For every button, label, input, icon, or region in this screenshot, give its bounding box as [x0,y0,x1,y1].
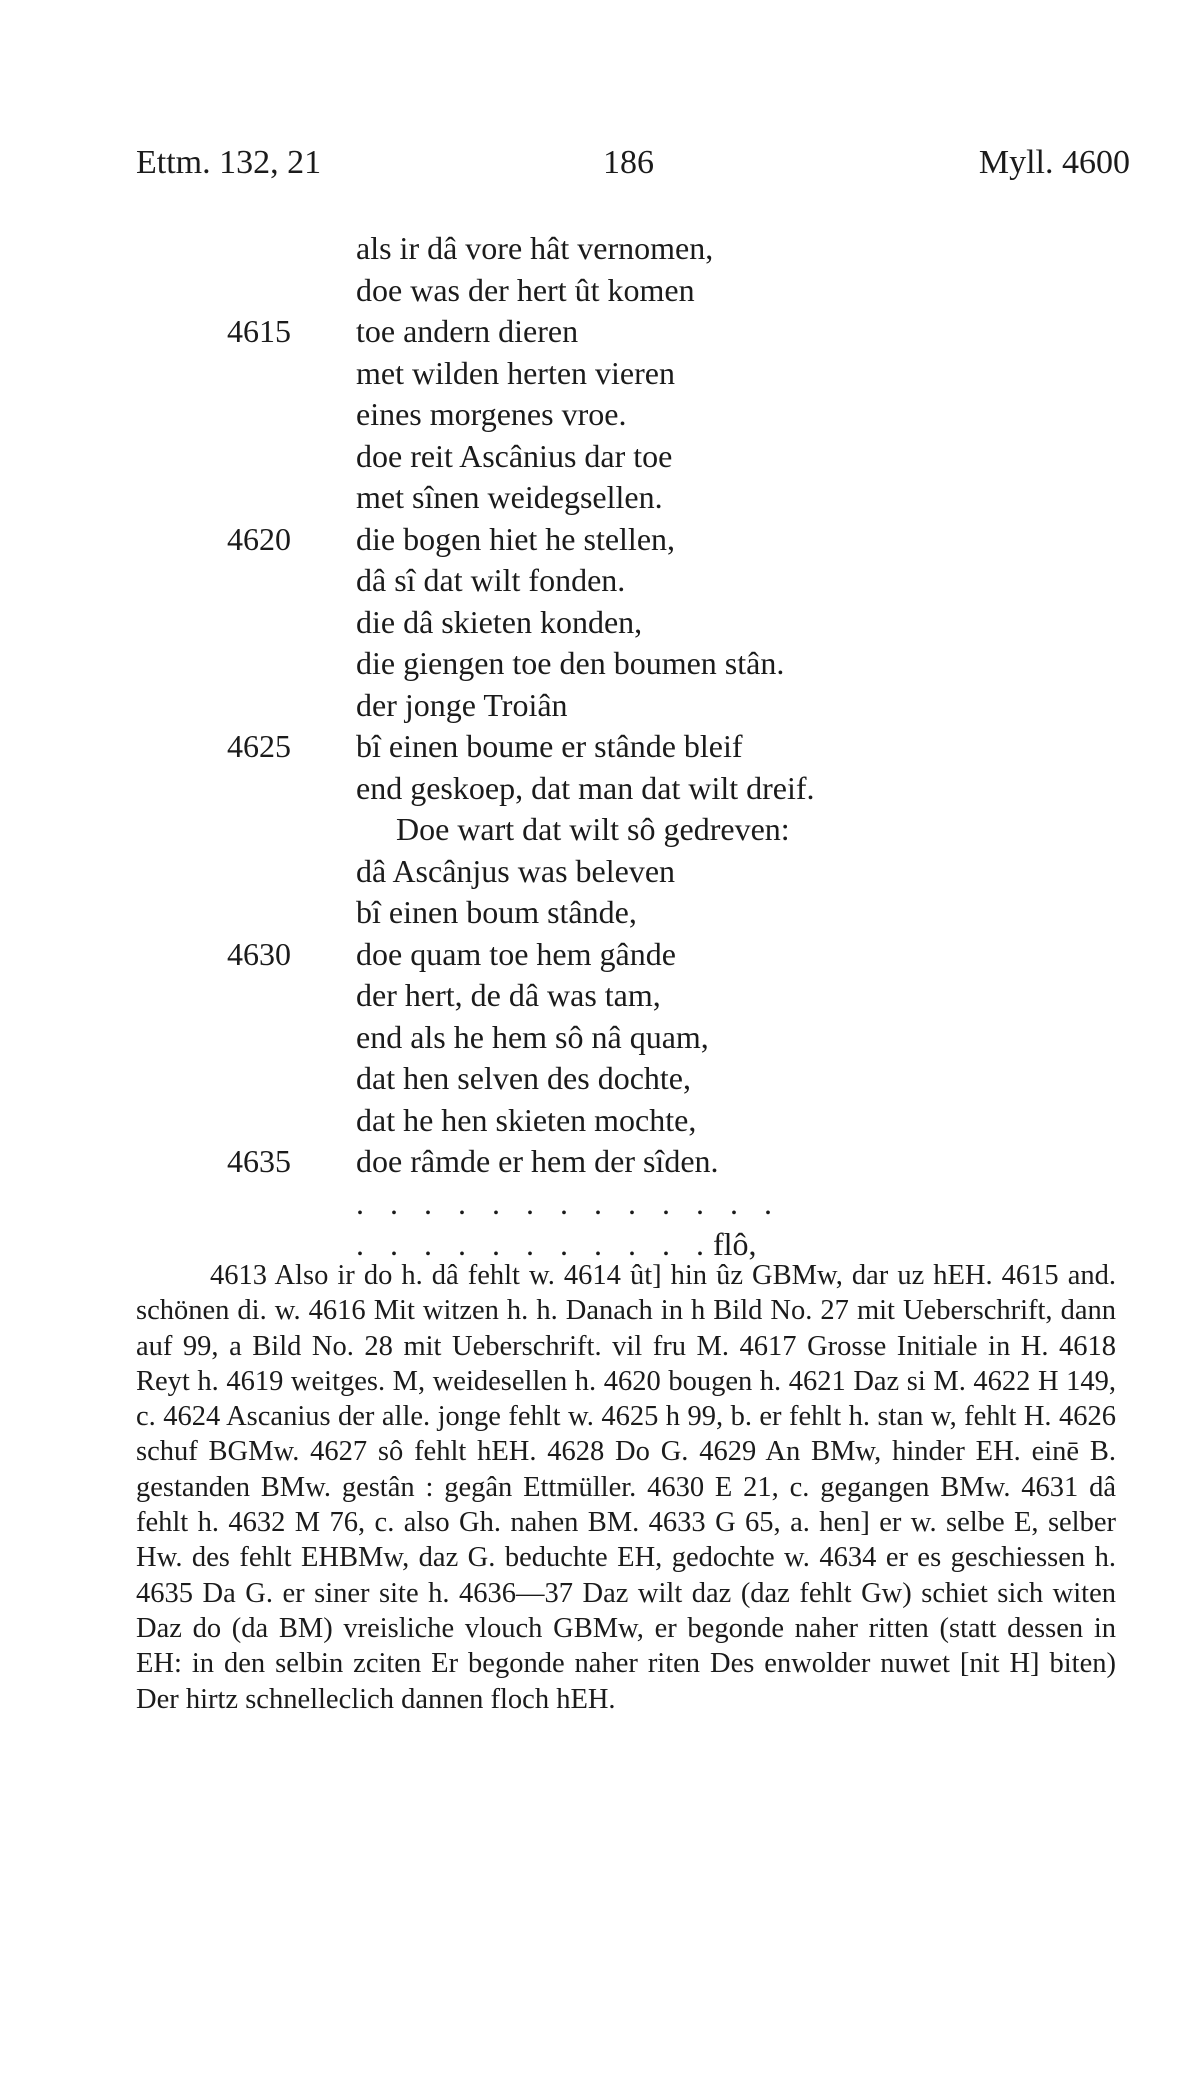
line-number: 4615 [227,313,291,349]
verse-text: dâ sî dat wilt fonden. [356,562,626,598]
verse-line [0,519,1200,561]
verse-line [0,394,1200,436]
header-concordance-right: Myll. 4600 [978,144,1130,181]
line-number: 4625 [227,728,291,764]
verse-line [0,477,1200,519]
verse-line [0,1017,1200,1059]
verse-line [0,311,1200,353]
verse-text: eines morgenes vroe. [356,396,627,432]
verse-line [0,768,1200,810]
verse-line [0,892,1200,934]
verse-text: die dâ skieten konden, [356,603,643,640]
verse-text: der jonge Troiân [356,686,568,723]
verse-text: end geskoep, dat man dat wilt dreif. [356,769,815,806]
verse-line [0,602,1200,644]
verse-block [0,228,1200,1266]
verse-text: dat he hen skieten mochte, [356,1101,697,1138]
verse-line [0,1141,1200,1183]
verse-text: die giengen toe den boumen stân. [356,645,785,681]
verse-line [0,643,1200,685]
verse-line [0,1100,1200,1142]
verse-text: als ir dâ vore hât vernomen, [356,230,714,266]
lacuna-dots: . . . . . . . . . . . . . [356,1184,781,1221]
verse-text: doe was der hert ût komen [356,271,695,308]
verse-line [0,270,1200,312]
verse-line [0,934,1200,976]
verse-line [0,560,1200,602]
lacuna-dots-line [0,1183,1200,1225]
line-number: 4635 [227,1143,291,1179]
verse-line [0,975,1200,1017]
verse-line [0,228,1200,270]
lacuna-dots: . . . . . . . . . . . [356,1226,713,1262]
critical-apparatus [136,1258,1116,1717]
verse-line-indented [0,809,1200,851]
header-concordance-left: Ettm. 132, 21 [136,144,322,181]
verse-text: dâ Ascânjus was beleven [356,852,676,889]
page-number: 186 [603,144,654,181]
line-number: 4630 [227,935,291,972]
running-header [136,140,1130,186]
line-number: 4620 [227,520,291,557]
verse-line [0,851,1200,893]
verse-line [0,353,1200,395]
verse-text: toe andern dieren [356,313,579,349]
verse-text: bî einen boume er stânde bleif [356,728,743,764]
verse-text: met wilden herten vieren [356,354,675,391]
verse-text: doe râmde er hem der sîden. [356,1143,719,1179]
apparatus-text: 4613 Also ir do h. dâ fehlt w. 4614 ût] hin ûz GBMw, dar uz hEH. 4615 and. schönen di. w. 4616 Mit witzen h. h. Danach in h Bild No. 27 mit Ueberschrift, dann auf 99, a Bild No. 28 mit Ueberschrift. vil fru M. 4617 Grosse Initiale in H. 4618 Reyt h. 4619 weitges. M, weidesellen h. 4620 bougen h. 4621 Daz si M. 4622 H 149, c. 4624 Ascanius der alle. jonge fehlt w. 4625 h 99, b. er fehlt h. stan w, fehlt H. 4626 schuf BGMw. 4627 sô fehlt hEH. 4628 Do G. 4629 An BMw, hinder EH. einē B. gestanden BMw. gestân : gegân Ettmüller. 4630 E 21, c. gegangen BMw. 4631 dâ fehlt h. 4632 M 76, c. also Gh. nahen BM. 4633 G 65, a. hen] er w. selbe E, selber Hw. des fehlt EHBMw, daz G. beduchte EH, gedochte w. 4634 er es geschiessen h. 4635 Da G. er siner site h. 4636—37 Daz wilt daz (daz fehlt Gw) schiet sich witen Daz do (da BM) vreisliche vlouch GBMw, er begonde naher ritten (statt dessen in EH: in den selbin zciten Er begonde naher riten Des enwolder nuwet [nit H] biten) Der hirtz schnelleclich dannen floch hEH. [136,1260,1116,1715]
verse-text: end als he hem sô nâ quam, [356,1018,709,1055]
verse-text: die bogen hiet he stellen, [356,520,676,557]
verse-text: dat hen selven des dochte, [356,1060,691,1096]
verse-line [0,726,1200,768]
verse-text: doe reit Ascânius dar toe [356,437,673,474]
verse-text: met sînen weidegsellen. [356,479,663,515]
verse-line [0,1058,1200,1100]
verse-line [0,685,1200,727]
verse-text: doe quam toe hem gânde [356,935,676,972]
verse-line [0,436,1200,478]
lacuna-fragment: flô, [713,1226,757,1262]
verse-text: der hert, de dâ was tam, [356,977,661,1013]
verse-text: bî einen boum stânde, [356,894,637,930]
verse-text: Doe wart dat wilt sô gedreven: [396,811,790,847]
